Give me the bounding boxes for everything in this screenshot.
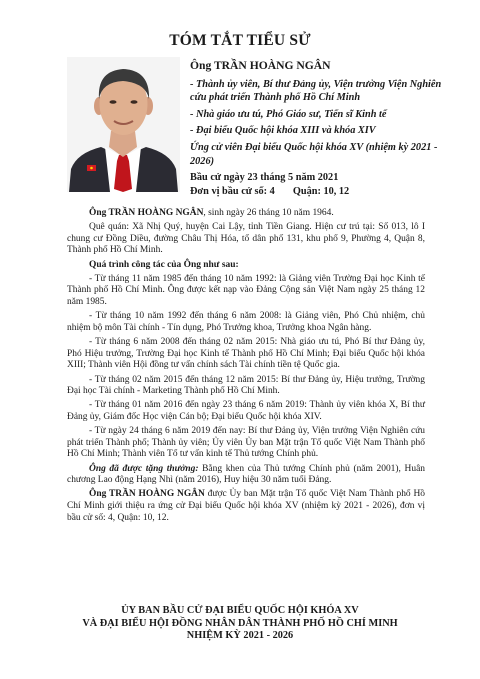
- footer-line-3: NHIỆM KỲ 2021 - 2026: [186, 630, 294, 642]
- nomination-text: được Ủy ban Mặt trận Tổ quốc Việt Nam Thành phố Hồ Chí Minh giới thiệu ra ứng cử Đại biểu Quốc hội khóa XV (nhiệm kỳ 2021 - 2026), đơn vị bầu cử số: 4, Quận: 10, 12.: [67, 489, 425, 523]
- electoral-unit: Đơn vị bầu cử số: 4: [190, 185, 275, 197]
- issuer-footer: [0, 605, 480, 643]
- career-item-5: - Từ tháng 01 năm 2016 đến ngày 23 tháng 6 năm 2019: Thành ủy viên khóa X, Bí thư Đảng ủy, Giám đốc Học viện Cán bộ; Đại biểu Quốc hội khóa XIV.: [67, 400, 425, 422]
- portrait-photo: [67, 57, 180, 192]
- footer-line-1: ỦY BAN BẦU CỬ ĐẠI BIỂU QUỐC HỘI KHÓA XV: [121, 605, 359, 616]
- candidate-name: Ông TRẦN HOÀNG NGÂN: [190, 59, 331, 72]
- awards-paragraph: [67, 464, 425, 487]
- nomination-name: Ông TRẦN HOÀNG NGÂN: [89, 489, 205, 500]
- role-line-2: - Nhà giáo ưu tú, Phó Giáo sư, Tiến sĩ Kinh tế: [190, 108, 387, 120]
- intro-name: Ông TRẦN HOÀNG NGÂN: [89, 208, 204, 218]
- electoral-unit-row: [190, 185, 450, 199]
- awards-heading: Ông đã được tặng thưởng:: [89, 463, 199, 474]
- hometown-paragraph: Quê quán: Xã Nhị Quý, huyện Cai Lậy, tỉnh Tiền Giang. Hiện cư trú tại: Số 013, lô I chung cư Đồng Diều, đường Châu Thị Hóa, tổ dân phố 131, khu phố 9, Phường 4, Quận 8, Thành phố Hồ Chí Minh.: [67, 222, 425, 256]
- portrait-illustration: [67, 57, 180, 192]
- district: Quận: 10, 12: [292, 185, 350, 197]
- candidacy-line: Ứng cử viên Đại biểu Quốc hội khóa XV (nhiệm kỳ 2021 - 2026): [190, 141, 438, 167]
- career-item-2: - Từ tháng 10 năm 1992 đến tháng 6 năm 2008: là Giảng viên, Phó Chủ nhiệm, chủ nhiệm bộ môn Tài chính - Tín dụng, Phó Trưởng khoa, Trưởng khoa Ngân hàng.: [67, 311, 425, 333]
- career-item-6: - Từ ngày 24 tháng 6 năm 2019 đến nay: Bí thư Đảng ủy, Viện trưởng Viện Nghiên cứu phát triển Thành phố; Thành ủy viên; Ủy viên Ủy ban Mặt trận Tổ quốc Việt Nam Thành phố Hồ Chí Minh; Thành viên Tổ tư vấn kinh tế Thủ tướng Chính phủ.: [67, 426, 425, 460]
- page-title: TÓM TẮT TIỂU SỬ: [169, 32, 311, 49]
- career-item-1: - Từ tháng 11 năm 1985 đến tháng 10 năm 1992: là Giảng viên Trường Đại học Kinh tế Thành phố Hồ Chí Minh. Ông được kết nạp vào Đảng Cộng sản Việt Nam ngày 25 tháng 12 năm 1985.: [67, 273, 425, 308]
- intro-text: , sinh ngày 26 tháng 10 năm 1964.: [203, 208, 334, 218]
- footer-line-2: VÀ ĐẠI BIỂU HỘI ĐỒNG NHÂN DÂN THÀNH PHỐ HỒ CHÍ MINH: [82, 617, 398, 629]
- election-date: Bầu cử ngày 23 tháng 5 năm 2021: [190, 172, 339, 184]
- career-heading: Quá trình công tác của Ông như sau:: [89, 259, 239, 270]
- role-line-1: - Thành ủy viên, Bí thư Đảng ủy, Viện trưởng Viện Nghiên cứu phát triển Thành phố Hồ Chí Minh: [190, 78, 442, 104]
- awards-text: Bằng khen của Thủ tướng Chính phủ (năm 2001), Huân chương Lao động Hạng Nhì (năm 2016), Huy hiệu 30 năm tuổi Đảng.: [67, 463, 425, 486]
- career-item-3: - Từ tháng 6 năm 2008 đến tháng 02 năm 2015: Nhà giáo ưu tú, Phó Bí thư Đảng ủy, Phó Hiệu trưởng, Trường Đại học Kinh tế Thành phố Hồ Chí Minh; Đại biểu Quốc hội khóa XIII; Thành viên Hội đồng tư vấn chính sách Tài chính tiền tệ Quốc gia.: [67, 337, 425, 371]
- intro-paragraph: [67, 208, 425, 220]
- biography-body: [67, 208, 425, 527]
- nomination-paragraph: [67, 489, 425, 524]
- role-line-3: - Đại biểu Quốc hội khóa XIII và khóa XIV: [190, 125, 376, 137]
- header-info: [190, 59, 450, 198]
- career-item-4: - Từ tháng 02 năm 2015 đến tháng 12 năm 2015: Bí thư Đảng ủy, Hiệu trưởng, Trường Đại học Tài chính - Marketing Thành phố Hồ Chí Minh.: [67, 374, 425, 397]
